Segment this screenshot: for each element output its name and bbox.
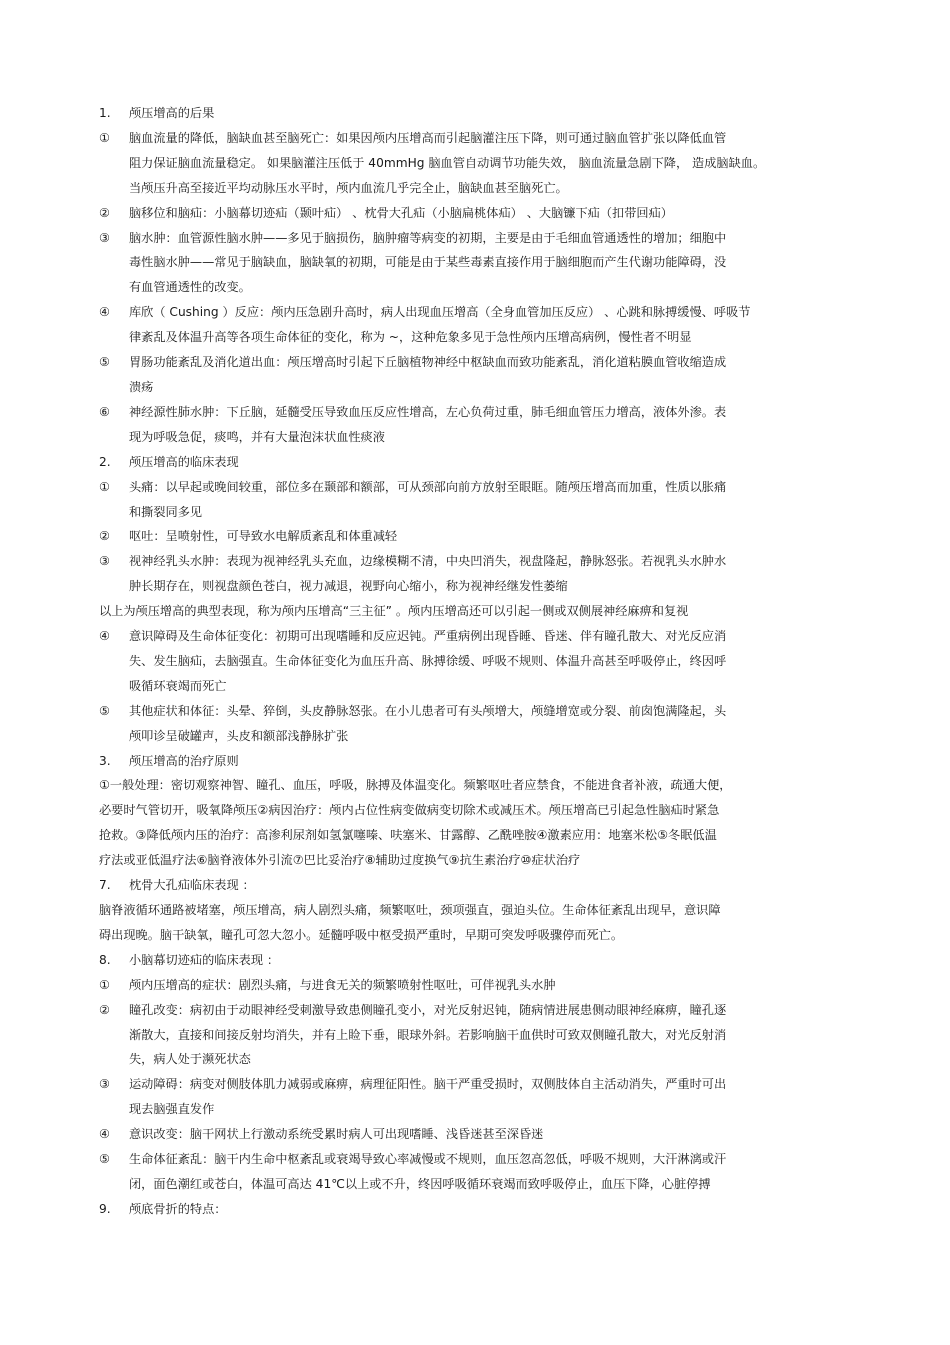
item-marker: ①	[99, 130, 110, 145]
item-marker: ③	[99, 554, 110, 569]
document-body	[99, 101, 799, 1222]
item-text: 生命体征紊乱：脑干内生命中枢紊乱或衰竭导致心率减慢或不规则，血压忽高忽低，呼吸不规则，大汗淋漓或汗	[129, 1152, 727, 1167]
item-marker: 3.	[99, 753, 111, 768]
item-marker	[99, 724, 129, 749]
item-text: 毒性脑水肿——常见于脑缺血，脑缺氧的初期，可能是由于某些毒素直接作用于脑细胞而产生代谢功能障碍，没	[129, 255, 727, 270]
item-marker: ⑤	[99, 1152, 110, 1167]
paragraph-line: 脑脊液循环通路被堵塞，颅压增高，病人剧烈头痛，频繁呕吐，颈项强直，强迫头位。生命体征紊乱出现早，意识障	[99, 903, 721, 917]
paragraph-line: 以上为颅压增高的典型表现，称为颅内压增高“三主征” 。颅内压增高还可以引起一侧或双侧展神经麻痹和复视	[99, 604, 689, 619]
item-marker	[99, 574, 129, 599]
item-marker	[99, 325, 129, 350]
list-line	[99, 1072, 799, 1097]
item-text: 现为呼吸急促，痰鸣，并有大量泡沫状血性痰液	[129, 429, 385, 444]
item-marker	[99, 275, 129, 300]
list-line	[99, 201, 799, 226]
item-text: 神经源性肺水肿：下丘脑，延髓受压导致血压反应性增高，左心负荷过重，肺毛细血管压力增高，液体外渗。表	[129, 404, 727, 419]
list-line	[99, 151, 799, 176]
item-marker: 2.	[99, 454, 111, 469]
list-line	[99, 425, 799, 450]
item-text: 意识障碍及生命体征变化：初期可出现嗜睡和反应迟钝。严重病例出现昏睡、昏迷、伴有瞳孔散大、对光反应消	[129, 629, 727, 644]
paragraph-line: 必要时气管切开，吸氧降颅压②病因治疗：颅内占位性病变做病变切除术或减压术。颅压增高已引起急性脑疝时紧急	[99, 803, 720, 818]
list-line	[99, 624, 799, 649]
list-line	[99, 226, 799, 251]
item-marker	[99, 176, 129, 201]
paragraph-line: 疗法或亚低温疗法⑥脑脊液体外引流⑦巴比妥治疗⑧辅助过度换气⑨抗生素治疗⑩症状治疗	[99, 853, 581, 868]
list-line	[99, 574, 799, 599]
item-marker: 7.	[99, 878, 111, 893]
item-marker: 1.	[99, 106, 111, 120]
item-marker: ⑤	[99, 703, 110, 718]
item-marker	[99, 649, 129, 674]
item-text: 律紊乱及体温升高等各项生命体征的变化，称为 ~，这种危象多见于急性颅内压增高病例，慢性者不明显	[129, 330, 692, 345]
item-marker: ②	[99, 205, 110, 220]
item-text: 呕吐：呈喷射性，可导致水电解质紊乱和体重减轻	[129, 529, 398, 544]
item-text: 颅压增高的临床表现	[129, 454, 239, 469]
item-marker	[99, 375, 129, 400]
list-line	[99, 1122, 799, 1147]
list-line	[99, 948, 799, 973]
item-text: 肿长期存在，则视盘颜色苍白，视力减退，视野向心缩小，称为视神经继发性萎缩	[129, 579, 568, 594]
item-marker	[99, 250, 129, 275]
item-marker: ⑥	[99, 404, 110, 419]
item-text: 库欣（ Cushing ）反应：颅内压急剧升高时，病人出现血压增高（全身血管加压反应） 、心跳和脉搏缓慢、呼吸节	[129, 305, 751, 320]
item-text: 失、发生脑疝，去脑强直。生命体征变化为血压升高、脉搏徐缓、呼吸不规则、体温升高甚至呼吸停止，终因呼	[129, 653, 727, 668]
list-line	[99, 300, 799, 325]
list-line	[99, 1172, 799, 1197]
list-line	[99, 350, 799, 375]
item-marker	[99, 674, 129, 699]
item-text: 脑移位和脑疝：小脑幕切迹疝（颞叶疝） 、枕骨大孔疝（小脑扁桃体疝） 、大脑镰下疝（扣带回疝）	[129, 205, 673, 220]
item-marker: ④	[99, 1127, 110, 1142]
item-marker: ③	[99, 230, 110, 245]
item-marker	[99, 1097, 129, 1122]
item-text: 脑水肿：血管源性脑水肿——多见于脑损伤，脑肿瘤等病变的初期，主要是由于毛细血管通透性的增加；细胞中	[129, 230, 727, 245]
item-marker: ③	[99, 1077, 110, 1092]
item-text: 闭，面色潮红或苍白，体温可高达 41℃以上或不升，终因呼吸循环衰竭而致呼吸停止，血压下降，心脏停搏	[129, 1176, 711, 1191]
list-line	[99, 500, 799, 525]
item-marker	[99, 151, 129, 176]
list-line	[99, 549, 799, 574]
item-text: 颅内压增高的症状：剧烈头痛，与进食无关的频繁喷射性呕吐，可伴视乳头水肿	[129, 977, 556, 992]
list-line	[99, 873, 799, 898]
item-text: 阻力保证脑血流量稳定。 如果脑灌注压低于 40mmHg 脑血管自动调节功能失效， 脑血流量急剧下降， 造成脑缺血。	[129, 155, 766, 170]
item-text: 视神经乳头水肿：表现为视神经乳头充血，边缘模糊不清，中央凹消失，视盘隆起，静脉怒张。若视乳头水肿水	[129, 554, 727, 569]
item-text: 颅压增高的治疗原则	[129, 753, 239, 768]
item-text: 头痛：以早起或晚间较重，部位多在颞部和额部，可从颈部向前方放射至眼眶。随颅压增高而加重，性质以胀痛	[129, 479, 727, 494]
item-marker: 9.	[99, 1201, 111, 1216]
list-line	[99, 749, 799, 774]
item-text: 脑血流量的降低，脑缺血甚至脑死亡：如果因颅内压增高而引起脑灌注压下降，则可通过脑血管扩张以降低血管	[129, 130, 727, 145]
item-text: 其他症状和体征：头晕、猝倒，头皮静脉怒张。在小儿患者可有头颅增大，颅缝增宽或分裂、前囱饱满隆起，头	[129, 703, 727, 718]
item-text: 意识改变：脑干网状上行激动系统受累时病人可出现嗜睡、浅昏迷甚至深昏迷	[129, 1127, 544, 1142]
paragraph-line: 碍出现晚。脑干缺氧，瞳孔可忽大忽小。延髓呼吸中枢受损严重时，早期可突发呼吸骤停而死亡。	[99, 927, 624, 942]
item-marker	[99, 1023, 129, 1048]
list-line	[99, 176, 799, 201]
item-marker	[99, 425, 129, 450]
item-marker: 8.	[99, 952, 111, 967]
item-text: 瞳孔改变：病初由于动眼神经受刺激导致患侧瞳孔变小，对光反射迟钝，随病情进展患侧动眼神经麻痹，瞳孔逐	[129, 1002, 727, 1017]
paragraph-line: 抢救。③降低颅内压的治疗：高渗利尿剂如氢氯噻嗪、呋塞米、甘露醇、乙酰唑胺④激素应用：地塞米松⑤冬眠低温	[99, 828, 717, 843]
item-text: 有血管通透性的改变。	[129, 280, 251, 295]
list-line	[99, 699, 799, 724]
list-line	[99, 450, 799, 475]
item-marker	[99, 1047, 129, 1072]
item-text: 颅叩诊呈破罐声，头皮和额部浅静脉扩张	[129, 728, 349, 743]
list-line	[99, 375, 799, 400]
list-line	[99, 973, 799, 998]
item-text: 颅底骨折的特点：	[129, 1201, 227, 1216]
list-line	[99, 325, 799, 350]
item-marker: ②	[99, 529, 110, 544]
list-line	[99, 674, 799, 699]
item-text: 吸循环衰竭而死亡	[129, 678, 227, 693]
list-line	[99, 524, 799, 549]
item-marker	[99, 1172, 129, 1197]
item-marker: ④	[99, 629, 110, 644]
item-text: 运动障碍：病变对侧肢体肌力减弱或麻痹，病理征阳性。脑干严重受损时，双侧肢体自主活动消失，严重时可出	[129, 1077, 727, 1092]
item-text: 现去脑强直发作	[129, 1102, 215, 1117]
list-line	[99, 275, 799, 300]
list-line	[99, 649, 799, 674]
list-line	[99, 1197, 799, 1222]
item-text: 渐散大，直接和间接反射均消失，并有上睑下垂，眼球外斜。若影响脑干血供时可致双侧瞳孔散大，对光反射消	[129, 1027, 727, 1042]
list-line	[99, 724, 799, 749]
paragraph-line: ①一般处理：密切观察神智、瞳孔、血压，呼吸，脉搏及体温变化。频繁呕吐者应禁食，不能进食者补液，疏通大便，	[99, 778, 732, 793]
list-line	[99, 250, 799, 275]
item-text: 和撕裂同多见	[129, 504, 203, 519]
list-line	[99, 101, 799, 126]
item-text: 颅压增高的后果	[129, 106, 215, 120]
list-line	[99, 1023, 799, 1048]
item-text: 枕骨大孔疝临床表现 ：	[129, 878, 255, 893]
item-text: 小脑幕切迹疝的临床表现 ：	[129, 952, 280, 967]
list-line	[99, 400, 799, 425]
item-marker: ⑤	[99, 355, 110, 370]
item-text: 失，病人处于濒死状态	[129, 1052, 251, 1067]
item-text: 胃肠功能紊乱及消化道出血：颅压增高时引起下丘脑植物神经中枢缺血而致功能紊乱，消化道粘膜血管收缩造成	[129, 355, 727, 370]
item-text: 溃疡	[129, 379, 154, 394]
list-line	[99, 998, 799, 1023]
list-line	[99, 475, 799, 500]
item-marker: ④	[99, 305, 110, 320]
item-marker: ①	[99, 977, 110, 992]
item-marker: ①	[99, 479, 110, 494]
list-line	[99, 126, 799, 151]
item-marker: ②	[99, 1002, 110, 1017]
list-line	[99, 1097, 799, 1122]
list-line	[99, 1147, 799, 1172]
list-line	[99, 1047, 799, 1072]
item-text: 当颅压升高至接近平均动脉压水平时，颅内血流几乎完全止，脑缺血甚至脑死亡。	[129, 180, 568, 195]
item-marker	[99, 500, 129, 525]
